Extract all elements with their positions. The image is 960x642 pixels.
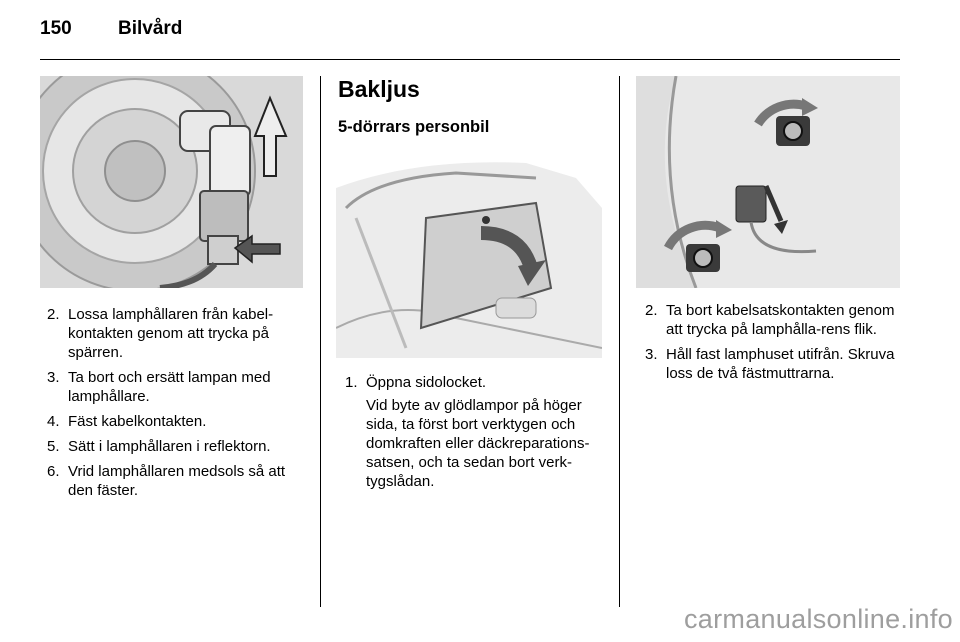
header-rule xyxy=(40,59,900,60)
step-detail: Vid byte av glödlampor på höger sida, ta först bort verktygen och domkraften eller däckreparations-satsen, och ta sedan bort verk-tygslådan. xyxy=(366,397,590,490)
list-item: 5. Sätt i lamphållaren i reflektorn. xyxy=(47,438,271,455)
list-item: 1. Öppna sidolocket. Vid byte av glödlampor på höger sida, ta först bort verktygen och domkraften eller däckreparations-satsen, och ta sedan bort verk-tygslådan. xyxy=(345,373,613,491)
list-item: 2. Lossa lamphållaren från kabel-kontakten genom att trycka på spärren. xyxy=(47,306,274,361)
page-number: 150 xyxy=(40,18,72,39)
step-text: Öppna sidolocket. xyxy=(366,374,487,391)
column-divider-2 xyxy=(619,76,620,607)
tail-lamp-nuts-illustration xyxy=(636,76,900,288)
trunk-side-cover-icon xyxy=(336,148,602,358)
section-subtitle: 5-dörrars personbil xyxy=(338,118,490,136)
list-item: 6. Vrid lamphållaren medsols så att den fäster. xyxy=(47,463,286,499)
trunk-side-cover-illustration xyxy=(336,148,602,358)
list-item: 2. Ta bort kabelsatskontakten genom att trycka på lamphålla-rens flik. xyxy=(645,302,895,338)
section-title: Bakljus xyxy=(338,76,420,102)
steps-list-column-2 xyxy=(345,373,613,497)
list-item: 3. Håll fast lamphuset utifrån. Skruva loss de två fästmuttrarna. xyxy=(645,346,895,382)
list-item: 3. Ta bort och ersätt lampan med lamphållare. xyxy=(47,369,271,405)
tail-lamp-nuts-icon xyxy=(636,76,900,288)
steps-list-column-3 xyxy=(645,301,903,389)
headlamp-bulb-illustration xyxy=(40,76,303,288)
headlamp-bulb-icon xyxy=(40,76,303,288)
page-header xyxy=(40,18,182,40)
watermark: carmanualsonline.info xyxy=(684,604,953,634)
chapter-title: Bilvård xyxy=(118,18,183,39)
list-item: 4. Fäst kabelkontakten. xyxy=(47,413,207,430)
steps-list-column-1 xyxy=(47,305,309,506)
column-divider-1 xyxy=(320,76,321,607)
